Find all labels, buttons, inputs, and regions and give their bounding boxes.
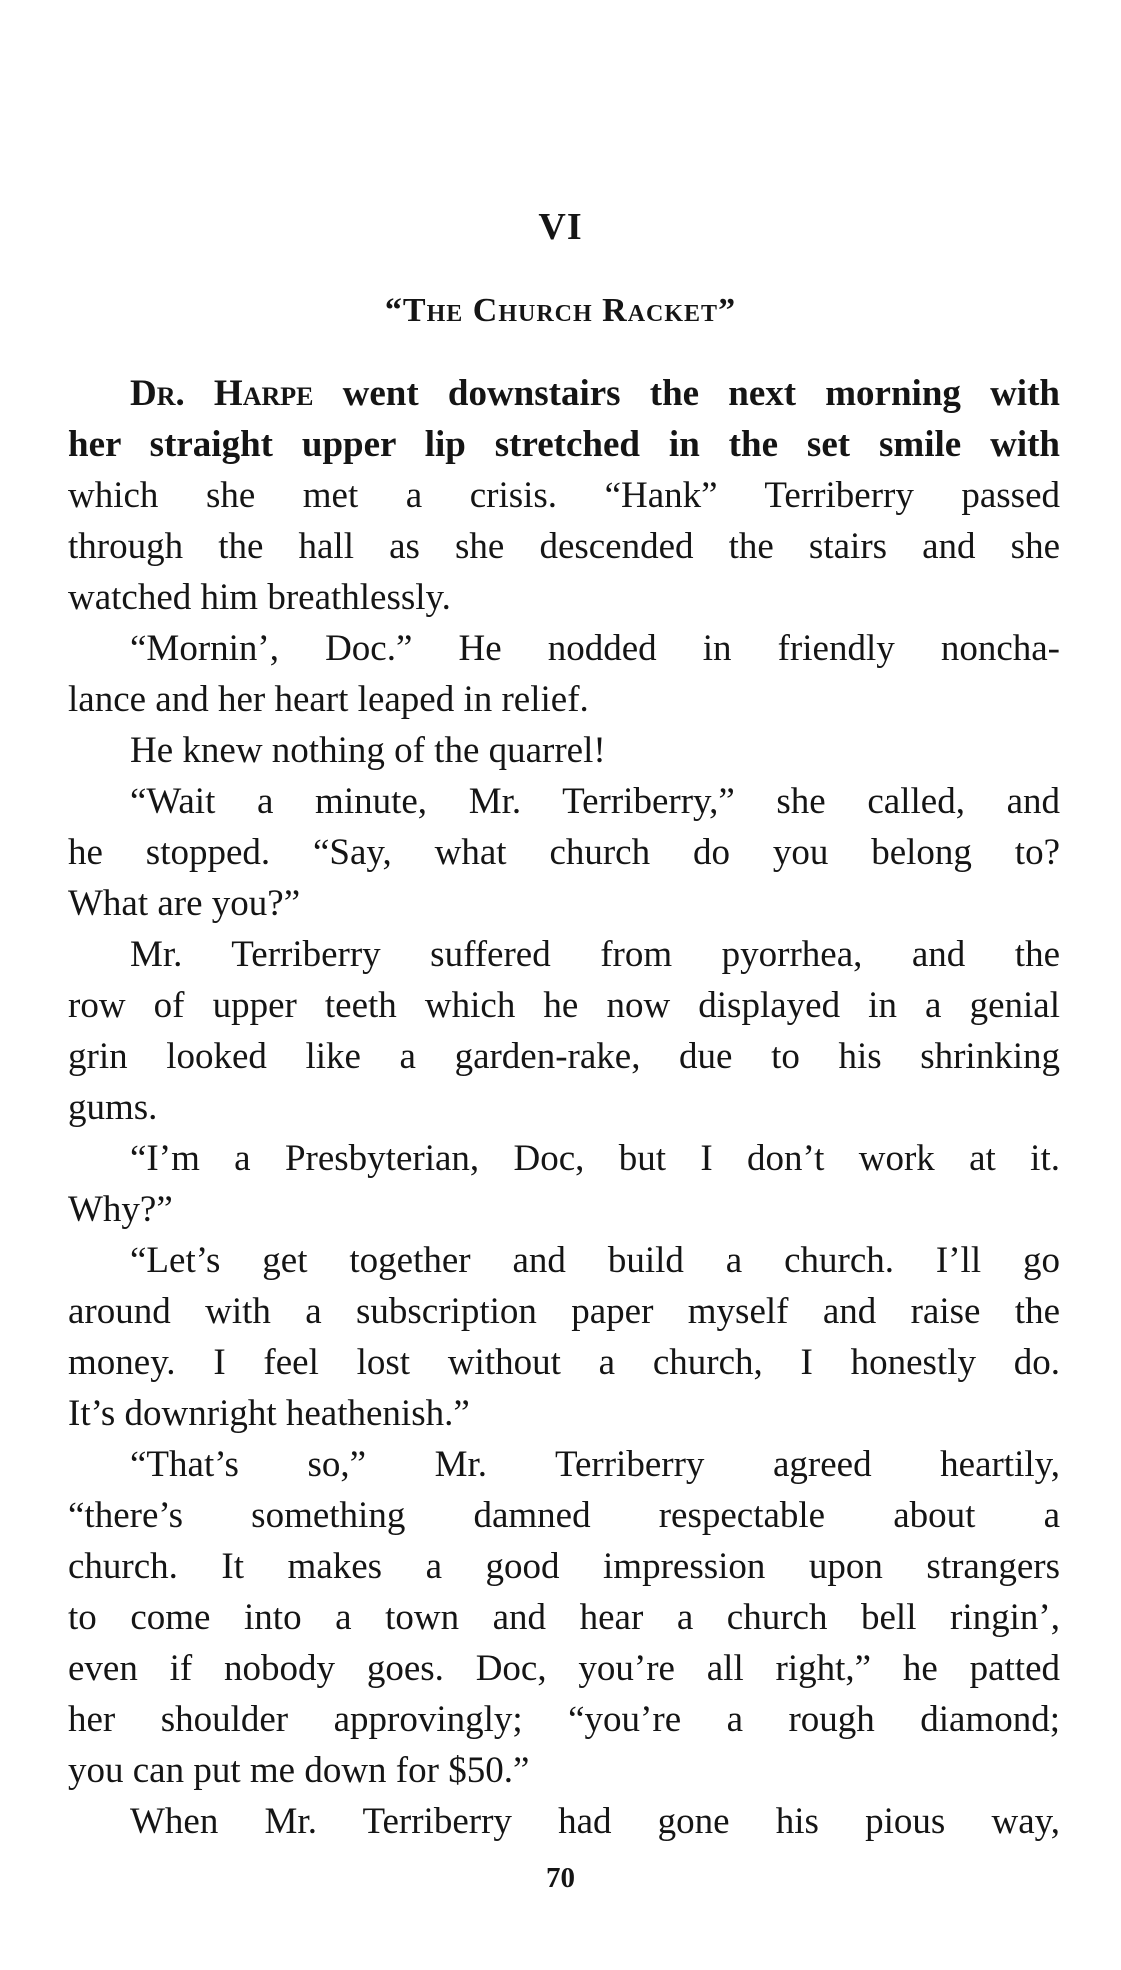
chapter-title: “The Church Racket” xyxy=(384,292,737,329)
text-line: around with a subscription paper myself and raise the xyxy=(68,1291,1060,1332)
text-line: Why?” xyxy=(68,1189,173,1230)
text-line: “That’s so,” Mr. Terriberry agreed heartily, xyxy=(130,1444,1060,1485)
text-line: he stopped. “Say, what church do you belong to? xyxy=(68,832,1060,873)
chapter-number: VI xyxy=(538,206,583,248)
text-line: row of upper teeth which he now displayed in a genial xyxy=(68,985,1060,1026)
text-line: “Let’s get together and build a church. I’ll go xyxy=(130,1240,1060,1281)
text-line: money. I feel lost without a church, I honestly do. xyxy=(68,1342,1060,1383)
text-line: through the hall as she descended the stairs and she xyxy=(68,526,1060,567)
text-line: church. It makes a good impression upon strangers xyxy=(68,1546,1060,1587)
text-line: gums. xyxy=(68,1087,158,1128)
text-line: her straight upper lip stretched in the set smile with xyxy=(68,424,1060,465)
text-line: What are you?” xyxy=(68,883,301,924)
text-line: which she met a crisis. “Hank” Terriberry passed xyxy=(68,475,1060,516)
text-line: It’s downright heathenish.” xyxy=(68,1393,470,1434)
text-line: grin looked like a garden-rake, due to his shrinking xyxy=(68,1036,1060,1077)
text-line: “I’m a Presbyterian, Doc, but I don’t work at it. xyxy=(130,1138,1060,1179)
text-line: you can put me down for $50.” xyxy=(68,1750,530,1791)
text-line xyxy=(68,368,1060,419)
text-line: to come into a town and hear a church bell ringin’, xyxy=(68,1597,1060,1638)
text-line: watched him breathlessly. xyxy=(68,577,451,618)
text-line: “there’s something damned respectable about a xyxy=(68,1495,1060,1536)
text-line: Mr. Terriberry suffered from pyorrhea, and the xyxy=(130,934,1060,975)
text-line: When Mr. Terriberry had gone his pious way, xyxy=(130,1801,1060,1842)
character-name: Dr. Harpe xyxy=(130,373,314,414)
text-line: “Wait a minute, Mr. Terriberry,” she called, and xyxy=(130,781,1060,822)
text-line: He knew nothing of the quarrel! xyxy=(130,730,606,771)
text-line-rest: went downstairs the next morning with xyxy=(313,373,1060,414)
text-line: her shoulder approvingly; “you’re a rough diamond; xyxy=(68,1699,1060,1740)
text-line: lance and her heart leaped in relief. xyxy=(68,679,589,720)
page-number: 70 xyxy=(546,1862,575,1894)
text-line: “Mornin’, Doc.” He nodded in friendly noncha- xyxy=(130,628,1060,669)
text-line: even if nobody goes. Doc, you’re all right,” he patted xyxy=(68,1648,1060,1689)
body-text xyxy=(68,368,1060,1847)
